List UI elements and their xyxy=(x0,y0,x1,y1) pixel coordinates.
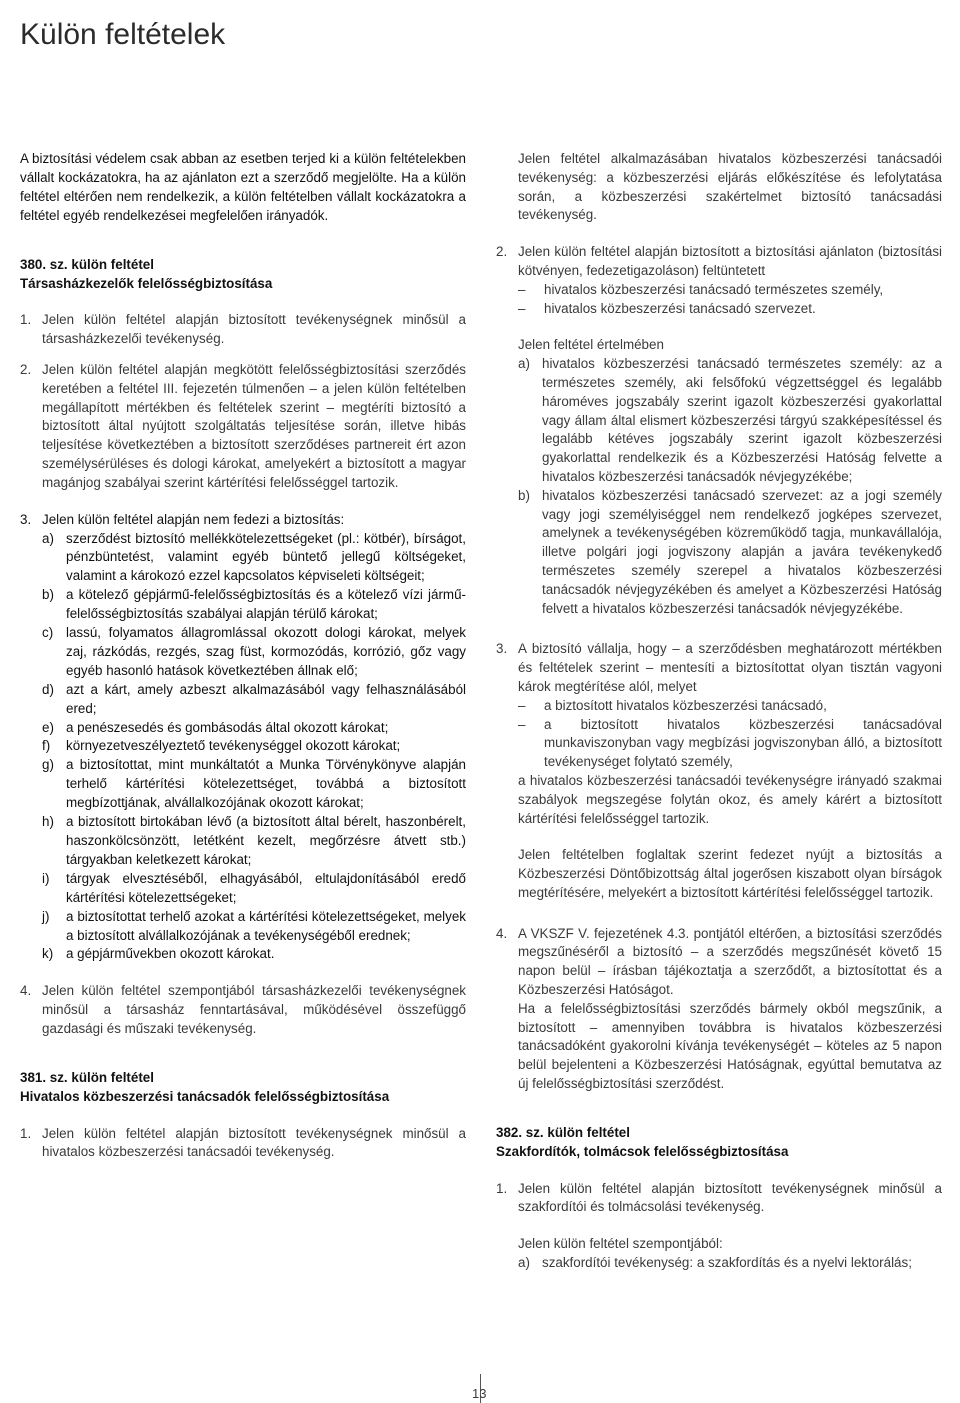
list-item: – hivatalos közbeszerzési tanácsadó szervezet. xyxy=(518,300,816,316)
list-item: – a biztosított hivatalos közbeszerzési tanácsadóval munkaviszonyban vagy megbízási jogviszonyban álló, a biztosított tevékenységet folytató személy, xyxy=(518,716,942,770)
point-number: 1. xyxy=(20,1125,32,1141)
list-item: – a biztosított hivatalos közbeszerzési tanácsadó, xyxy=(518,697,827,713)
list-item: h) a biztosított birtokában lévő (a biztosított által bérelt, haszonbérelt, haszonkölcsönzött, letétként kezelt, megőrzésre átvett stb.) tárgyakban keletkezett károkat; xyxy=(42,814,466,867)
list-item: j) a biztosítottat terhelő azokat a kártérítési kötelezettségeket, melyek a biztosított alvállalkozójának a tevékenységéből erednek; xyxy=(42,908,466,943)
intro-paragraph: A biztosítási védelem csak abban az esetben terjed ki a külön feltételekben vállalt kockázatokra, ha az ajánlaton ezt a szerződő megjelölte. Ha a külön feltétel eltérően nem rendelkezik, a külön feltételben vállalt kockázatokra a feltétel egyéb rendelkezései megfelelően irányadók. xyxy=(20,151,466,223)
point-number: 2. xyxy=(20,362,32,378)
list-item: g) a biztosítottat, mint munkáltatót a Munka Törvénykönyve alapján terhelő kártérítési kötelezettséget, továbbá a biztosított megbízottjának, alvállalkozójának okozott károkat; xyxy=(42,757,466,811)
s382-point-1 xyxy=(496,1180,942,1218)
point-text: Jelen külön feltétel alapján biztosított tevékenységnek minősül a hivatalos közbeszerzési tanácsadói tevékenység. xyxy=(42,1125,466,1160)
point-text: A biztosító vállalja, hogy – a szerződésben meghatározott mértékben és feltételek szerint – mentesíti a biztosítottat olyan tisztán vagyoni károk megtérítése alól, melyet xyxy=(518,641,942,694)
s380-point-3 xyxy=(20,511,466,530)
point-number: 3. xyxy=(20,511,32,527)
section-382-title: Szakfordítók, tolmácsok felelősségbiztosítása xyxy=(496,1143,789,1159)
list-item: a) szakfordítói tevékenység: a szakfordítás és a nyelvi lektorálás; xyxy=(518,1255,912,1271)
section-380-title: Társasházkezelők felelősségbiztosítása xyxy=(20,275,273,291)
page-number: 13 xyxy=(472,1386,487,1401)
point-text: Jelen külön feltétel alapján nem fedezi a biztosítás: xyxy=(42,511,345,527)
insured-dash-list xyxy=(518,281,942,319)
s381-point-2 xyxy=(496,243,942,281)
list-item: b) hivatalos közbeszerzési tanácsadó szervezet: az a jogi személy vagy jogi személyiséggel nem rendelkező jogképes szervezet, amelynek a tevékenységében közreműködő tagja, munkavállalója, illetve polgári jogi jogviszony alapján a javára tevékenykedő természetes személy szerepel a hivatalos közbeszerzési tanácsadók névjegyzékében és amelyet a Közbeszerzési Hatóság felvett a hivatalos közbeszerzési tanácsadók névjegyzékébe. xyxy=(518,487,942,616)
list-item: f) környezetveszélyeztető tevékenységgel okozott károkat; xyxy=(42,738,401,754)
exclusion-list xyxy=(42,530,466,965)
point-text: Jelen külön feltétel alapján biztosított tevékenységnek minősül a szakfordítói és tolmácsolási tevékenység. xyxy=(518,1180,942,1215)
point-4-extra: Ha a felelősségbiztosítási szerződés bármely okból megszűnik, a biztosított – amennyiben továbbra is hivatalos közbeszerzési tanácsadóként gyakorolni kívánja tevékenységét – köteles az 5 napon belül bejelenteni a Közbeszerzési Hatóságnak, egyúttal bemutatva az új felelősségbiztosítási szerződést. xyxy=(518,1000,942,1092)
point-number: 1. xyxy=(20,312,32,328)
s381-point-4 xyxy=(496,925,942,1000)
right-column xyxy=(496,150,942,1273)
s380-point-2 xyxy=(20,361,466,493)
list-item: a) szerződést biztosító mellékkötelezettségeket (pl.: kötbér), bírságot, pénzbüntetést, valamint egyéb büntető jellegű költségeket, valamint a károkozó ezzel kapcsolatos képviseleti költségeit; xyxy=(42,530,466,584)
s380-point-4 xyxy=(20,982,466,1038)
s381-continuation: Jelen feltétel alkalmazásában hivatalos közbeszerzési tanácsadói tevékenység: a közbeszerzési eljárás előkészítése és lefolytatása során, a közbeszerzési szakértelmet biztosító tanácsadási tevékenység. xyxy=(518,151,942,223)
s381-point-1 xyxy=(20,1125,466,1163)
point-number: 2. xyxy=(496,244,508,260)
point-text: Jelen külön feltétel alapján megkötött felelősségbiztosítási szerződés keretében a feltétel III. fejezetén túlmenően – a jelen külön feltételben megállapított mértékben és feltételek szerint – megtéríti biztosító a biztosított által nyújtott szolgáltatás teljesítése során, illetve hibás teljesítése következtében a biztosított szerződéses partnereit ért azon személysérüléses és dologi károkat, amelyekért a biztosított a magyar magánjog szabályai szerint kártérítési felelősséggel tartozik. xyxy=(42,362,466,490)
section-381-number: 381. sz. külön feltétel xyxy=(20,1069,154,1085)
point-3-extra: Jelen feltételben foglaltak szerint fedezet nyújt a biztosítás a Közbeszerzési Döntőbizottság által jogerősen kiszabott olyan bírságok megtérítésére, melyekért a biztosított kártérítési felelősséggel tartozik. xyxy=(518,847,942,900)
list-item: c) lassú, folyamatos állagromlással okozott dologi károkat, melyek zaj, rázkódás, rezgés, szag füst, kormozódás, korrózió, gőz vagy egyéb hasonló hatások következtében állnak elő; xyxy=(42,625,466,678)
section-381-title: Hivatalos közbeszerzési tanácsadók felelősségbiztosítása xyxy=(20,1088,390,1104)
point-3-after: a hivatalos közbeszerzési tanácsadói tevékenységre irányadó szakmai szabályok megszegése folytán okoz, és amely kárért a biztosított kártérítési felelősséggel tartozik. xyxy=(518,772,942,826)
point-number: 3. xyxy=(496,641,508,657)
point-text: Jelen külön feltétel szempontjából társasházkezelői tevékenységnek minősül a társasház fenntartásával, működésével összefüggő gazdasági és műszaki tevékenység. xyxy=(42,983,466,1036)
section-380-number: 380. sz. külön feltétel xyxy=(20,256,154,272)
s380-point-1 xyxy=(20,311,466,349)
point-text: A VKSZF V. fejezetének 4.3. pontjától eltérően, a biztosítási szerződés megszűnéséről a biztosító – a szerződés megszűnését követő 15 napon belül – írásban tájékoztatja a szerződőt, a biztosítottat és a Közbeszerzési Hatóságot. xyxy=(518,925,942,998)
s381-point-3 xyxy=(496,640,942,696)
section-382-number: 382. sz. külön feltétel xyxy=(496,1124,630,1140)
point-number: 4. xyxy=(496,925,508,941)
s382-definitions-intro: Jelen külön feltétel szempontjából: xyxy=(518,1236,723,1252)
definitions-intro: Jelen feltétel értelmében xyxy=(518,337,664,353)
list-item: d) azt a kárt, amely azbeszt alkalmazásából vagy felhasználásából ered; xyxy=(42,681,466,716)
list-item: – hivatalos közbeszerzési tanácsadó természetes személy, xyxy=(518,281,884,297)
s382-definitions-list xyxy=(518,1254,942,1273)
page-title: Külön feltételek xyxy=(20,18,226,51)
point-number: 1. xyxy=(496,1180,508,1196)
list-item: a) hivatalos közbeszerzési tanácsadó természetes személy: az a természetes személy, aki felsőfokú végzettséggel és legalább hároméves jogszabály szerint igazolt közbeszerzési gyakorlattal vagy állam által elismert közbeszerzési tárgyú szakképesítéssel és legalább kétéves jogszabály szerint igazolt közbeszerzési gyakorlattal rendelkezik és a Közbeszerzési Hatóság felvette a hivatalos közbeszerzési tanácsadók névjegyzékébe; xyxy=(518,356,942,484)
point-number: 4. xyxy=(20,983,32,999)
point-text: Jelen külön feltétel alapján biztosított a biztosítási ajánlaton (biztosítási kötvényen, fedezetigazoláson) feltüntetett xyxy=(518,244,942,278)
list-item: k) a gépjárművekben okozott károkat. xyxy=(42,946,275,962)
list-item: b) a kötelező gépjármű-felelősségbiztosítás és a kötelező vízi jármű-felelősségbiztosítás szabályai alapján térülő károkat; xyxy=(42,587,466,622)
liable-dash-list xyxy=(518,697,942,772)
list-item: e) a penészesedés és gombásodás által okozott károkat; xyxy=(42,719,389,735)
definitions-list xyxy=(518,355,942,618)
point-text: Jelen külön feltétel alapján biztosított tevékenységnek minősül a társasházkezelői tevékenység. xyxy=(42,312,466,347)
left-column xyxy=(20,150,466,1162)
list-item: i) tárgyak elvesztéséből, elhagyásából, eltulajdonításából eredő kártérítési kötelezettségeket; xyxy=(42,870,466,905)
